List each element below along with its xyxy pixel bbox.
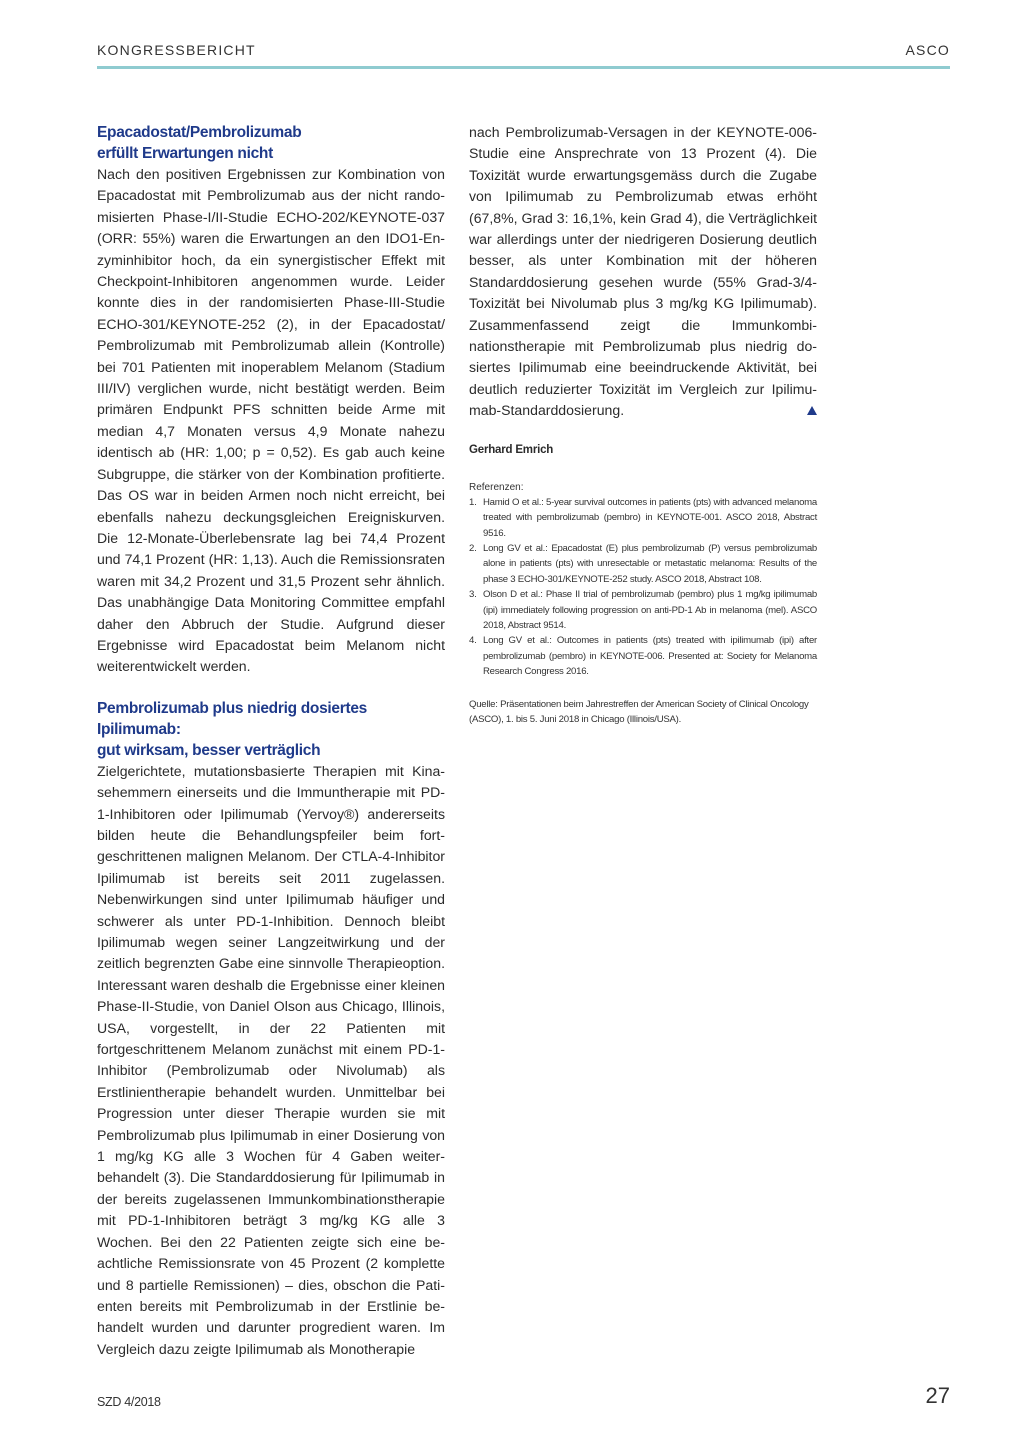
section2-body-left: Zielgerichtete, mutationsbasierte Therapien mit Kinasehemmern einerseits und die Immuntherapie mit PD-1-Inhibitoren oder Ipilimumab (Yervoy®) andererseits bilden heute die Behandlungspfeiler beim fortgeschrittenen malignen Melanom. Der CTLA-4-Inhibitor Ipilimumab ist bereits seit 2011 zugelassen. Nebenwirkungen sind unter Ipilimumab häufiger und schwerer als unter PD-1-Inhibition. Dennoch bleibt Ipilimumab wegen seiner Langzeitwirkung und der zeitlich begrenzten Gabe eine sinnvolle Therapieoption. Interessant waren deshalb die Ergebnisse einer kleinen Phase-II-Studie, von Daniel Olson aus Chicago, Illinois, USA, vorgestellt, in der 22 Patienten mit fortgeschrittenem Melanom zunächst mit einem PD-1-Inhibitor (Pembrolizumab oder Nivolumab) als Erstlinientherapie behandelt wurden. Unmittelbar bei Progression unter dieser Therapie wurden sie mit Pembrolizumab plus Ipilimumab in einer Dosierung von 1 mg/kg KG alle 3 Wochen für 4 Gaben weiterbehandelt (3). Die Standarddosierung für Ipilimumab in der bereits zugelassenen Immunkombinationstherapie mit PD-1-Inhibitoren beträgt 3 mg/kg KG alle 3 Wochen. Bei den 22 Patienten zeigte sich eine beachtliche Remissionsrate von 45 Prozent (2 komplette und 8 partielle Remissionen) – dies, obschon die Patienten bereits mit Pembrolizumab in der Erstlinie behandelt wurden und darunter progredient waren. Im Vergleich dazu zeigte Ipilimumab als Monotherapie: [97, 762, 445, 1357]
references-list: [469, 495, 817, 680]
reference-item: [469, 541, 817, 587]
section2-body-right: [469, 122, 817, 422]
reference-item: [469, 587, 817, 633]
section2-body-right-text: nach Pembrolizumab-Versagen in der KEYNOTE-006-Studie eine Ansprechrate von 13 Prozent (4). Die Toxizität wurde erwartungsgemäss durch die Zugabe von Ipilimumab zu Pembrolizumab etwas erhöht (67,8%, Grad 3: 16,1%, kein Grad 4), die Verträglichkeit war allerdings unter der niedrigeren Dosierung deutlich besser, als unter Kombination mit der höheren Standarddosierung gesehen wurde (55% Grad-3/4-Toxizität bei Nivolumab plus 3 mg/kg KG Ipilimumab). Zusammenfassend zeigt die Immunkombinationstherapie mit Pembrolizumab plus niedrig dosiertes Ipilimumab eine beeindruckende Aktivität, bei deutlich reduzierter Toxizität im Vergleich zur Ipilimumab-Standarddosierung.: [469, 124, 817, 419]
section1-body: Nach den positiven Ergebnissen zur Kombination von Epacadostat mit Pembrolizumab aus der nicht randomisierten Phase-I/II-Studie ECHO-202/KEYNOTE-037 (ORR: 55%) waren die Erwartungen an den IDO1-Enzyminhibitor hoch, da ein synergistischer Effekt mit Checkpoint-Inhibitoren angenommen wurde. Leider konnte dies in der randomisierten Phase-III-Studie ECHO-301/KEYNOTE-252 (2), in der Epacadostat/​Pembrolizumab mit Pembrolizumab allein (Kontrolle) bei 701 Patienten mit inoperablem Melanom (Stadium III/IV) verglichen wurde, nicht bestätigt werden. Beim primären Endpunkt PFS schnitten beide Arme mit median 4,7 Monaten versus 4,9 Monate nahezu identisch ab (HR: 1,00; p = 0,52). Es gab auch keine Subgruppe, die stärker von der Kombination profitierte. Das OS war in beiden Armen noch nicht erreicht, bei ebenfalls nahezu deckungsgleichen Ereigniskurven. Die 12-Monate-Überlebensrate lag bei 74,4 Prozent und 74,1 Prozent (HR: 1,13). Auch die Remissionsraten waren mit 34,2 Prozent und 31,5 Prozent sehr ähnlich. Das unabhängige Data Monitoring Committee empfahl daher den Abbruch der Studie. Aufgrund dieser Ergebnisse wird Epacadostat beim Melanom nicht weiterentwickelt werden.: [97, 166, 445, 675]
references-label: Referenzen:: [469, 481, 524, 493]
section1-heading-line2: erfüllt Erwartungen nicht: [97, 145, 273, 162]
section2-heading-line1: Pembrolizumab plus niedrig dosiertes Ipilimumab:: [97, 699, 367, 738]
reference-text: Hamid O et al.: 5-year survival outcomes in patients (pts) with advanced melanoma treated with pembrolizumab (pembro) in KEYNOTE-001. ASCO 2018, Abstract 9516.: [483, 496, 817, 539]
reference-number: 1.: [469, 496, 477, 508]
section1-heading-line1: Epacadostat/Pembrolizumab: [97, 124, 302, 141]
reference-number: 2.: [469, 542, 477, 554]
section2-heading-line2: gut wirksam, besser verträglich: [97, 741, 321, 759]
source-note: Quelle: Präsentationen beim Jahrestreffen der American Society of Clinical Oncology (ASCO), 1. bis 5. Juni 2018 in Chicago (Illinois/USA).: [469, 698, 809, 725]
section2-heading: [97, 698, 445, 761]
left-column: [97, 122, 445, 1360]
end-of-article-triangle-icon: [807, 406, 817, 415]
section1-heading: [97, 122, 445, 164]
reference-number: 3.: [469, 589, 477, 601]
page-number: 27: [925, 1383, 950, 1408]
reference-text: Long GV et al.: Outcomes in patients (pts) treated with ipilimumab (ipi) after pembrolizumab (pembro) in KEYNOTE-006. Presented at: Society for Melanoma Research Congress 2016.: [483, 635, 817, 678]
section-gap: [97, 678, 445, 698]
reference-text: Olson D et al.: Phase II trial of pembrolizumab (pembro) plus 1 mg/kg ipilimumab (ipi) immediately following progression on anti-PD-1 Ab in melanoma (mel). ASCO 2018, Abstract 9514.: [483, 589, 817, 631]
reference-text: Long GV et al.: Epacadostat (E) plus pembrolizumab (P) versus pembrolizumab alone in patients (pts) with unresectable or metastatic melanoma: Results of the phase 3 ECHO-301/KEYNOTE-252 study. ASCO 2018, Abstract 108.: [483, 542, 817, 585]
issue-label: SZD 4/2018: [97, 1395, 161, 1409]
running-head: [97, 38, 950, 69]
topic-label: ASCO: [905, 42, 950, 58]
reference-item: [469, 495, 817, 541]
right-column: [469, 122, 817, 737]
reference-item: [469, 633, 817, 679]
author-name: Gerhard Emrich: [469, 443, 554, 456]
reference-number: 4.: [469, 635, 477, 647]
section-label: KONGRESSBERICHT: [97, 42, 256, 58]
